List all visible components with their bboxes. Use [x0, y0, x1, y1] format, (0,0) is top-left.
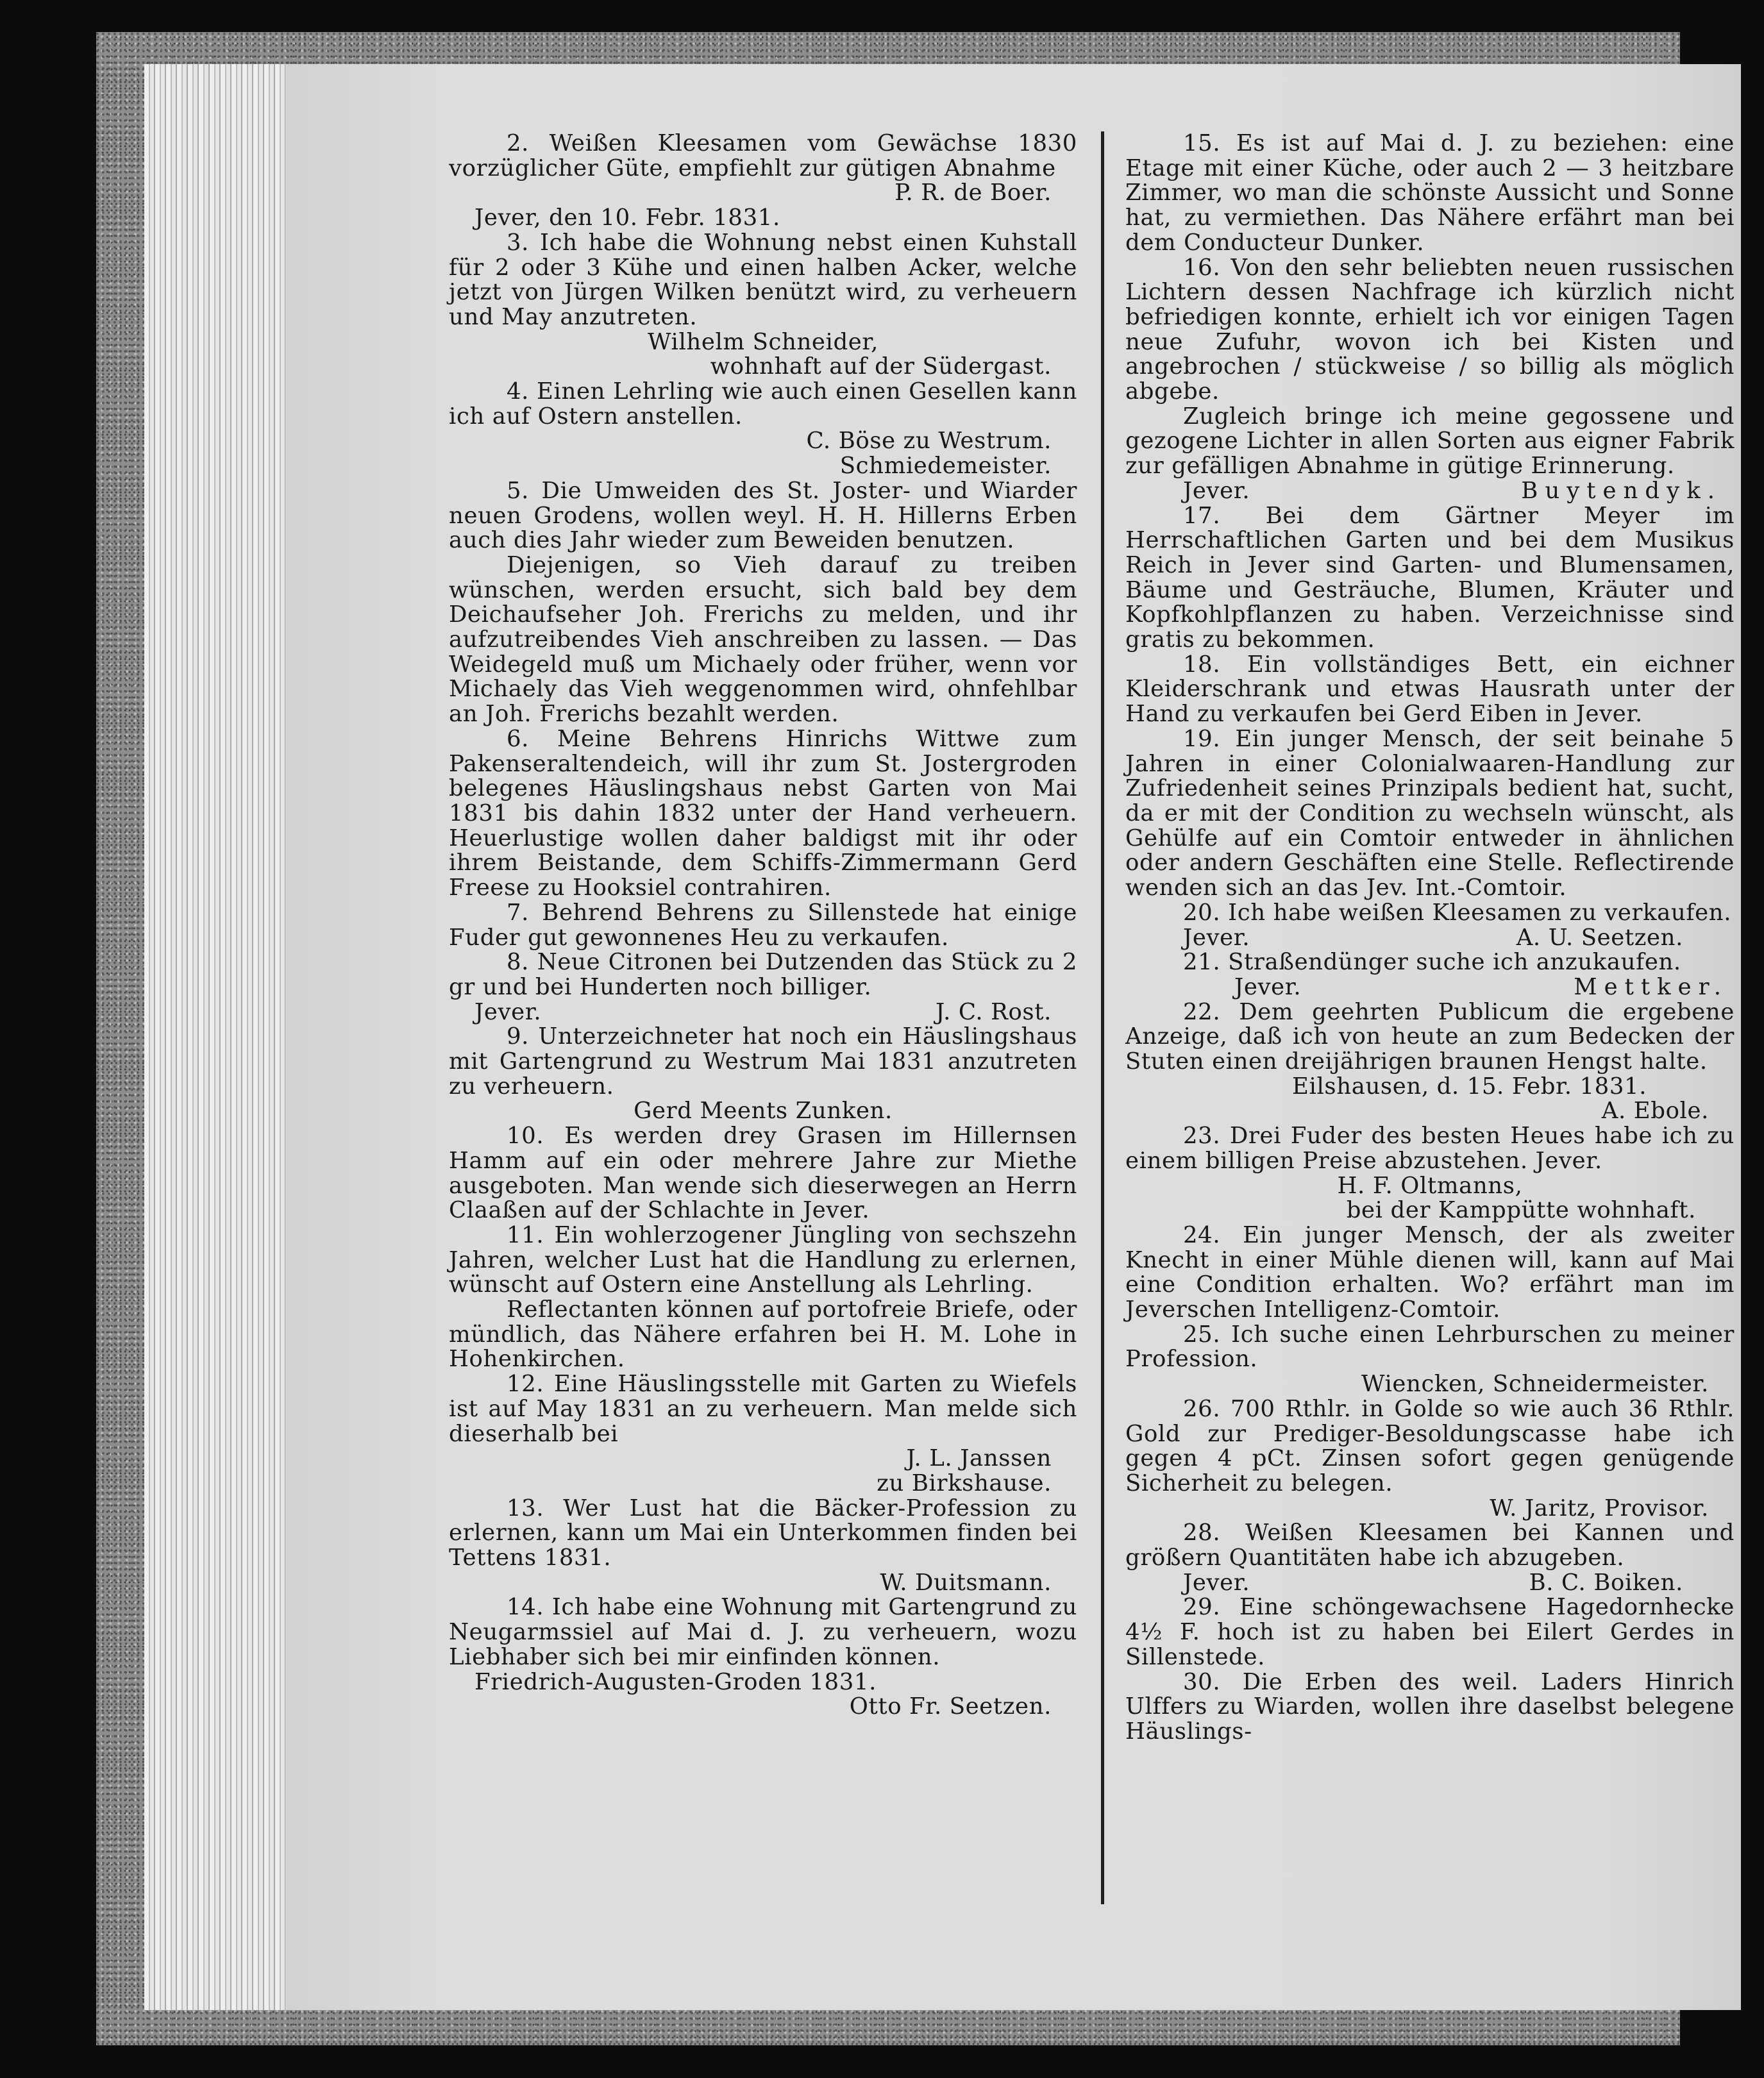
ad-28-footer — [1125, 1571, 1735, 1596]
ad-20-footer — [1125, 926, 1735, 951]
left-column — [449, 131, 1077, 1720]
ad-16-footer — [1125, 479, 1735, 504]
ad-16-date: Jever. — [1183, 477, 1250, 504]
ad-4-title: Schmiedemeister. — [839, 453, 1052, 480]
ad-6: 6. Meine Behrens Hinrichs Wittwe zum Pakenseraltendeich, will ihr zum St. Jostergroden belegenes Häuslingshaus nebst Garten von Mai 1831 bis dahin 1832 unter der Hand verheuern. Heuerlustige wollen daher baldigst mit ihr oder ihrem Beistande, dem Schiffs-Zimmermann Gerd Freese zu Hooksiel contrahiren. — [449, 725, 1077, 901]
ad-28-signature: B. C. Boiken. — [1529, 1569, 1683, 1596]
ad-4-signature: C. Böse zu Westrum. — [806, 428, 1052, 455]
ad-14: 14. Ich habe eine Wohnung mit Gartengrund zu Neugarmssiel auf Mai d. J. zu verheuern, wozu Liebhaber sich bei mir einfinden können. Friedrich-Augusten-Groden 1831. Otto Fr. Seetzen. — [449, 1594, 1077, 1720]
ad-5: 5. Die Umweiden des St. Joster- und Wiarder neuen Grodens, wollen weyl. H. H. Hillerns Erben auch dies Jahr wieder zum Beweiden benutzen. Diejenigen, so Vieh darauf zu treiben wünschen, werden ersucht, sich bald bey dem Deichaufseher Joh. Frerichs zu melden, und ihr aufzutreibendes Vieh anschreiben zu lassen. — Das Weidegeld muß um Michaely oder früher, wenn vor Michaely das Vieh weggenommen wird, ohnfehlbar an Joh. Frerichs bezahlt werden. — [449, 477, 1077, 728]
ad-28: 28. Weißen Kleesamen bei Kannen und größern Quantitäten habe ich abzugeben. Jever. B. C. Boiken. — [1125, 1520, 1735, 1596]
ad-21-footer — [1125, 975, 1735, 1000]
ad-25: 25. Ich suche einen Lehrburschen zu meiner Profession. Wiencken, Schneidermeister. — [1125, 1321, 1735, 1398]
ad-15: 15. Es ist auf Mai d. J. zu beziehen: eine Etage mit einer Küche, oder auch 2 — 3 heitzbare Zimmer, wo man die schönste Aussicht und Sonne hat, zu vermiethen. Das Nähere erfährt man bei dem Conducteur Dunker. — [1125, 130, 1735, 256]
ad-16-signature: Buytendyk. — [1521, 477, 1722, 504]
ad-26-signature: W. Jaritz, Provisor. — [1490, 1495, 1709, 1521]
ad-25-signature: Wiencken, Schneidermeister. — [1361, 1371, 1709, 1398]
ad-12-place: zu Birkshause. — [877, 1470, 1052, 1496]
ad-29: 29. Eine schöngewachsene Hagedornhecke 4½ F. hoch ist zu haben bei Eilert Gerdes in Sillenstede. — [1125, 1594, 1735, 1670]
ad-23-signature: H. F. Oltmanns, — [1337, 1172, 1523, 1199]
ad-22: 22. Dem geehrten Publicum die ergebene Anzeige, daß ich von heute an zum Bedecken der Stuten einen dreijährigen braunen Hengst halte. Eilshausen, d. 15. Febr. 1831. A. Ebole. — [1125, 998, 1735, 1125]
ad-19: 19. Ein junger Mensch, der seit beinahe 5 Jahren in einer Colonialwaaren-Handlung zur Zufriedenheit seines Prinzipals bedient hat, sucht, da er mit der Condition zu wechseln wünscht, als Gehülfe auf ein Comtoir entweder in ähnlichen oder andern Geschäften eine Stelle. Reflectirende wenden sich an das Jev. Int.-Comtoir. — [1125, 725, 1735, 901]
ad-9: 9. Unterzeichneter hat noch ein Häuslingshaus mit Gartengrund zu Westrum Mai 1831 anzutreten zu verheuern. Gerd Meents Zunken. — [449, 1023, 1077, 1125]
page-edges — [144, 64, 285, 2010]
column-divider — [1101, 131, 1104, 1904]
ad-30: 30. Die Erben des weil. Laders Hinrich Ulffers zu Wiarden, wollen ihre daselbst belegene Häuslings- — [1125, 1668, 1735, 1745]
ad-22-signature: A. Ebole. — [1601, 1098, 1709, 1125]
ad-17: 17. Bei dem Gärtner Meyer im Herrschaftlichen Garten und bei dem Musikus Reich in Jever sind Garten- und Blumensamen, Bäume und Gesträuche, Blumen, Kräuter und Kopfkohlpflanzen zu haben. Verzeichnisse sind gratis zu bekommen. — [1125, 502, 1735, 653]
ad-12: 12. Eine Häuslingsstelle mit Garten zu Wiefels ist auf May 1831 an zu verheuern. Man melde sich dieserhalb bei J. L. Janssen zu Birkshause. — [449, 1371, 1077, 1496]
ad-14-date: Friedrich-Augusten-Groden 1831. — [475, 1668, 877, 1695]
ad-26: 26. 700 Rthlr. in Golde so wie auch 36 Rthlr. Gold zur Prediger-Besoldungscasse habe ich gegen 4 pCt. Zinsen sofort gegen genügende Sicherheit zu belegen. W. Jaritz, Provisor. — [1125, 1395, 1735, 1521]
ad-10: 10. Es werden drey Grasen im Hillernsen Hamm auf ein oder mehrere Jahre zur Miethe ausgeboten. Man wende sich dieserwegen an Herrn Claaßen auf der Schlachte in Jever. — [449, 1123, 1077, 1224]
ad-3: 3. Ich habe die Wohnung nebst einen Kuhstall für 2 oder 3 Kühe und einen halben Acker, welche jetzt von Jürgen Wilken benützt wird, zu verheuern und May anzutreten. Wilhelm Schneider, wohnhaft auf der Südergast. — [449, 229, 1077, 380]
right-column — [1125, 131, 1735, 1745]
ad-16: 16. Von den sehr beliebten neuen russischen Lichtern dessen Nachfrage ich kürzlich nicht befriedigen konnte, erhielt ich vor einigen Tagen neue Zufuhr, wovon ich bei Kisten und angebrochen / stückweise / so billig als möglich abgebe. Zugleich bringe ich meine gegossene und gezogene Lichter in allen Sorten aus eigner Fabrik zur gefälligen Abnahme in gütige Erinnerung. Jever. Buytendyk. — [1125, 254, 1735, 504]
ad-28-date: Jever. — [1183, 1569, 1250, 1596]
ad-21: 21. Straßendünger suche ich anzukaufen. Jever. Mettker. — [1125, 950, 1735, 1000]
ad-12-signature: J. L. Janssen — [906, 1445, 1052, 1472]
ad-21-signature: Mettker. — [1574, 973, 1728, 1000]
ad-22-date: Eilshausen, d. 15. Febr. 1831. — [1292, 1073, 1647, 1100]
ad-11: 11. Ein wohlerzogener Jüngling von sechszehn Jahren, welcher Lust hat die Handlung zu erlernen, wünscht auf Ostern eine Anstellung als Lehrling. Reflectanten können auf portofreie Briefe, oder mündlich, das Nähere erfahren bei H. M. Lohe in Hohenkirchen. — [449, 1221, 1077, 1373]
ad-8-date: Jever. — [475, 998, 542, 1025]
ad-9-signature: Gerd Meents Zunken. — [634, 1098, 893, 1125]
ad-13: 13. Wer Lust hat die Bäcker-Profession zu erlernen, kann um Mai ein Unterkommen finden bei Tettens 1831. W. Duitsmann. — [449, 1495, 1077, 1596]
ad-21-date: Jever. — [1234, 973, 1302, 1000]
ad-23: 23. Drei Fuder des besten Heues habe ich zu einem billigen Preise abzustehen. Jever. H. F. Oltmanns, bei der Kamppütte wohnhaft. — [1125, 1123, 1735, 1224]
ad-3-signature: Wilhelm Schneider, — [648, 328, 878, 355]
ad-2-date: Jever, den 10. Febr. 1831. — [475, 205, 780, 231]
ad-3-address: wohnhaft auf der Südergast. — [710, 353, 1052, 380]
ad-13-signature: W. Duitsmann. — [880, 1569, 1052, 1596]
ad-18: 18. Ein vollständiges Bett, ein eichner Kleiderschrank und etwas Hausrath unter der Hand zu verkaufen bei Gerd Eiben in Jever. — [1125, 651, 1735, 728]
ad-20-date: Jever. — [1183, 924, 1250, 951]
ad-7: 7. Behrend Behrens zu Sillenstede hat einige Fuder gut gewonnenes Heu zu verkaufen. — [449, 899, 1077, 951]
ad-20-signature: A. U. Seetzen. — [1516, 924, 1683, 951]
ad-20: 20. Ich habe weißen Kleesamen zu verkaufen. Jever. A. U. Seetzen. — [1125, 901, 1735, 950]
ad-8-signature: J. C. Rost. — [936, 998, 1052, 1025]
ad-2-signature: P. R. de Boer. — [895, 180, 1052, 206]
ad-24: 24. Ein junger Mensch, der als zweiter Knecht in einer Mühle dienen will, kann auf Mai eine Condition erhalten. Wo? erfährt man im Jeverschen Intelligenz-Comtoir. — [1125, 1221, 1735, 1323]
ad-8: 8. Neue Citronen bei Dutzenden das Stück zu 2 gr und bei Hunderten noch billiger. Jever. J. C. Rost. — [449, 949, 1077, 1025]
ad-8-footer — [449, 1000, 1077, 1025]
ad-2: 2. Weißen Kleesamen vom Gewächse 1830 vorzüglicher Güte, empfiehlt zur gütigen Abnahme P. R. de Boer. Jever, den 10. Febr. 1831. — [449, 130, 1077, 231]
ad-23-address: bei der Kamppütte wohnhaft. — [1346, 1197, 1696, 1224]
ad-4: 4. Einen Lehrling wie auch einen Gesellen kann ich auf Ostern anstellen. C. Böse zu Westrum. Schmiedemeister. — [449, 378, 1077, 480]
ad-14-signature: Otto Fr. Seetzen. — [849, 1693, 1052, 1720]
